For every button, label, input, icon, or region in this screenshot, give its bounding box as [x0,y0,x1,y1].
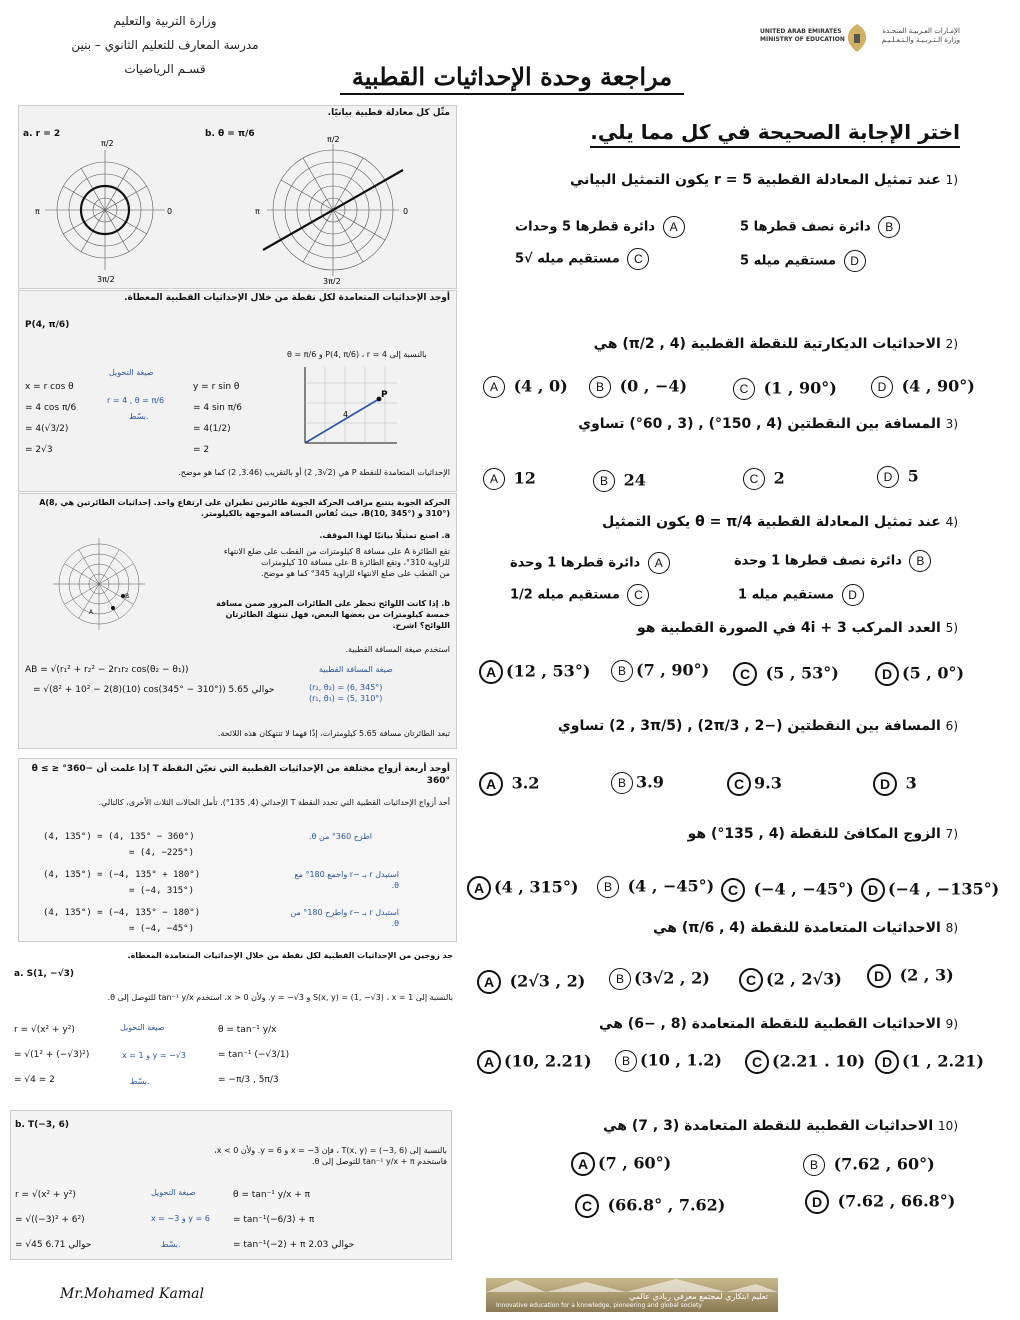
panel-rect-coordinates [18,290,457,492]
mountains-icon [486,1278,778,1292]
q9-option-a[interactable]: A (10, 2.21) [474,1050,592,1074]
panel-title: مثّل كل معادلة قطبية بيانيًا. [327,108,450,118]
pair-note-1: اطرح 360° من θ. [309,832,372,841]
q3-option-a[interactable]: A 12 [480,468,536,490]
theta-steps: θ = tan⁻¹ y/x = tan⁻¹ (−√3/1) = −π/3 , 5π/3 [218,1025,290,1085]
ministry-line: وزارة التربية والتعليم [113,14,217,28]
q2-option-c[interactable]: C (1 , 90°) [730,378,837,400]
svg-text:π: π [255,207,260,216]
graph-a-label: a. r = 2 [23,129,61,139]
problem-text: أوجد أربعة أزواج مختلفة من الإحداثيات القطبية التي تعيّن النقطة T إذا علمت أن −360° ≤ θ ≤ 360° [31,764,450,786]
question-3: (3 المسافة بين النقطتين (4 , 150°) , (3 , 60°) تساوي [578,416,958,432]
question-10: (10 الاحداثيات القطبية للنقطة المتعامدة (3 , 7) هي [603,1118,958,1134]
q3-option-b[interactable]: B 24 [590,470,646,492]
q6-option-b[interactable]: B 3.9 [608,772,664,794]
pair-note-2: استبدل r بـ −r واجمع 180° مع θ. [294,870,399,890]
x-steps: x = r cos θ = 4 cos π/6 = 4(√3/2) = 2√3 [25,382,77,455]
school-line: مدرسة المعارف للتعليم الثانوي – بنين [71,38,259,52]
q7-option-a[interactable]: A (4 , 315°) [464,876,578,900]
panel-polar-pairs [18,758,457,942]
svg-text:3π/2: 3π/2 [323,277,341,284]
question-7: (7 الزوج المكافئ للنقطة (4 , 135°) هو [687,826,958,842]
svg-text:4: 4 [343,410,349,419]
q8-option-b[interactable]: B (3√2 , 2) [606,968,710,990]
part-a-text: تقع الطائرة A على مسافة 8 كيلومترات من القطب على ضلع الانتهاء للزاوية 310°، وتقع الطائرة B على مسافة 10 كيلومترات من القطب على ضلع الانتهاء للزاوية 345° كما هو موضح. [223,547,450,578]
banner-english: Innovative education for a knowledge, pioneering and global society [496,1302,702,1309]
question-5: (5 العدد المركب 3 + 4i في الصورة القطبية هو [636,620,958,636]
q1-option-a[interactable]: A دائرة قطرها 5 وحدات [515,216,688,238]
svg-text:P: P [381,390,388,400]
footer-banner [486,1278,778,1312]
substitution-label: x = −3 و y = 6 [151,1214,210,1223]
svg-text:0: 0 [167,207,173,216]
instruction: اختر الإجابة الصحيحة في كل مما يلي. [590,120,960,148]
substitution-label: x = 1 و y = −√3 [122,1051,186,1060]
formula-label: صيغة التحويل [151,1188,196,1197]
q7-option-d[interactable]: D (−4 , −135°) [858,878,999,902]
q8-option-d[interactable]: D (2 , 3) [864,964,954,988]
svg-text:A: A [89,609,94,616]
q9-option-c[interactable]: C (2.21 . 10) [742,1050,865,1074]
q1-option-d[interactable]: D مستقيم ميله 5 [740,250,869,272]
banner-arabic: تعليم ابتكاري لمجتمع معرفي ريادي عالمي [629,1292,768,1301]
point-label: P(4, π/6) [25,320,70,330]
conclusion: تبعد الطائرتان مسافة 5.65 كيلومترات، إذًا فهما لا تنتهكان هذه اللائحة. [217,729,450,738]
note: بالنسبة إلى S(x, y) = (1, −√3) ، x = 1 و y = −√3. ولأن x > 0، استخدم tan⁻¹ y/x للتوصل إلى θ. [107,993,453,1002]
problem-text: جد زوجين من الإحداثيات القطبية لكل نقطة من خلال الإحداثيات المتعامدة المعطاة. [127,951,453,960]
svg-text:π: π [35,207,40,216]
ministry-logo [750,22,960,56]
q1-option-c[interactable]: C مستقيم ميله √5 [515,248,652,270]
q4-option-d[interactable]: D مستقيم ميله 1 [738,584,867,606]
panel-polar-graphs [18,105,457,289]
emblem-icon [844,22,870,54]
q4-option-c[interactable]: C مستقيم ميله 1/2 [510,584,652,606]
substitution-label: r = 4 , θ = π/6 [107,396,165,405]
pair-row-1: (4, 135°) = (4, 135° − 360°) = (4, −225°) [43,832,195,858]
panel-point-t [10,1110,452,1260]
svg-text:π/2: π/2 [101,139,114,148]
r-steps: r = √(x² + y²) = √((−3)² + 6²) = √45 حوالي 6.71 [15,1190,92,1250]
q8-option-c[interactable]: C (2 , 2√3) [736,968,842,992]
theta-steps: θ = tan⁻¹ y/x + π = tan⁻¹(−6/3) + π = tan⁻¹(−2) + π حوالي 2.03 [233,1190,355,1250]
y-steps: y = r sin θ = 4 sin π/6 = 4(1/2) = 2 [193,382,242,455]
q10-option-d[interactable]: D (7.62 , 66.8°) [802,1190,955,1214]
formula-label: صيغة التحويل [120,1023,165,1032]
q4-option-a[interactable]: A دائرة قطرها 1 وحدة [510,552,673,574]
question-8: (8 الاحداثيات المتعامدة للنقطة (4 , π/6) هي [653,920,958,936]
page-title: مراجعة وحدة الإحداثيات القطبية [340,62,684,95]
polar-note: بالنسبة إلى P(4, π/6) ، r = 4 و θ = π/6 [287,350,427,359]
q5-option-a[interactable]: A (12 , 53°) [476,660,590,684]
q5-option-d[interactable]: D (5 , 0°) [872,662,964,686]
q2-option-a[interactable]: A (4 , 0) [480,376,568,398]
polar-grid-a [35,134,175,284]
q5-option-c[interactable]: C (5 , 53°) [730,662,839,686]
svg-text:B: B [125,593,130,600]
q7-option-c[interactable]: C (−4 , −45°) [718,878,854,902]
polar-grid-b [233,134,443,284]
q7-option-b[interactable]: B (4 , −45°) [594,876,714,898]
r-steps: r = √(x² + y²) = √(1² + (−√3)²) = √4 = 2 [14,1025,90,1085]
author-name: Mr.Mohamed Kamal [60,1286,204,1302]
coordinate-pairs: (r₂, θ₂) = (6, 345°) (r₁, θ₁) = (5, 310°) [309,683,383,703]
pair-row-3: (4, 135°) = (−4, 135° − 180°) = (−4, −45°) [43,908,201,934]
part-b: b. إذا كانت اللوائح تحظر على الطائرات المرور ضمن مسافة خمسة كيلومترات من بعضها البعض، فهل تنتهك الطائرتان اللوائح؟ اشرح. [216,599,450,630]
note: بالنسبة إلى T(x, y) = (−3, 6) ، فإن x = −3 و y = 6. ولأن x < 0، فاستخدم tan⁻¹ y/x + π للتوصل إلى θ. [214,1146,447,1166]
point-plot [293,363,403,453]
problem-sub: أحد أزواج الإحداثيات القطبية التي تحدد النقطة T الإحداثي (4, 135°). تأمل الحالات الثلاث الأخرى، كالتالي. [98,798,450,807]
polar-grid-planes [37,530,167,640]
q4-option-b[interactable]: B دائرة نصف قطرها 1 وحدة [734,550,934,572]
q1-option-b[interactable]: B دائرة نصف قطرها 5 [740,216,903,238]
q3-option-d[interactable]: D 5 [874,466,919,488]
question-6: (6 المسافة بين النقطتين (−2 , 2π/3) , (2 , 3π/5) تساوي [557,718,958,734]
svg-text:3π/2: 3π/2 [97,275,115,284]
distance-formula: AB = √(r₁² + r₂² − 2r₁r₂ cos(θ₂ − θ₁)) [25,665,189,675]
problem-text: الحركة الجوية يتتبع مراقب الحركة الجوية طائرتين تطيران على ارتفاع واحد. إحداثيات الطائرتين هي A(8, 310°) و B(10, 345°)، حيث تُقاس المسافة الموجهة بالكيلومتر. [39,498,450,518]
simplify-label: بسّط. [161,1240,181,1249]
question-4: (4 عند تمثيل المعادلة القطبية θ = π/4 يكون التمثيل [602,514,958,530]
point-label: b. T(−3, 6) [15,1120,69,1130]
part-b-hint: استخدم صيغة المسافة القطبية. [345,645,450,654]
svg-text:π/2: π/2 [327,135,340,144]
q9-option-d[interactable]: D (1 , 2.21) [872,1050,984,1074]
q6-option-a[interactable]: A 3.2 [476,772,539,796]
point-label: a. S(1, −√3) [14,969,74,979]
q2-option-d[interactable]: D (4 , 90°) [868,376,975,398]
pair-note-3: استبدل r بـ −r واطرح 180° من θ. [290,908,399,928]
formula-label: صيغة التحويل [109,368,154,377]
q9-option-b[interactable]: B (10 , 1.2) [612,1050,722,1072]
question-2: (2 الاحداثيات الديكارتية للنقطة القطبية (4 , π/2) هي [593,336,958,352]
ministry-ar: الإمـارات العـربيـة المتحـدة وزارة الـتـربـيـة والـتـعـلـيـم [881,27,960,44]
panel-air-traffic [18,493,457,749]
svg-text:0: 0 [403,207,409,216]
question-1: (1 عند تمثيل المعادلة القطبية r = 5 يكون التمثيل البياني [570,172,958,188]
q6-option-c[interactable]: C 9.3 [724,772,782,796]
question-9: (9 الاحداثيات القطبية للنقطة المتعامدة (8 , −6) هي [599,1016,958,1032]
q8-option-a[interactable]: A (2√3 , 2) [474,970,585,994]
q3-option-c[interactable]: C 2 [740,468,785,490]
q2-option-b[interactable]: B (0 , −4) [586,376,687,398]
q5-option-b[interactable]: B (7 , 90°) [608,660,709,682]
q10-option-a[interactable]: A (7 , 60°) [568,1152,671,1176]
panel-title: أوجد الإحداثيات المتعامدة لكل نقطة من خلال الإحداثيات القطبية المعطاة. [124,293,450,303]
q10-option-c[interactable]: C (66.8° , 7.62) [572,1194,725,1218]
distance-label: صيغة المسافة القطبية [319,665,393,674]
pair-row-2: (4, 135°) = (−4, 135° + 180°) = (−4, 315°) [43,870,201,896]
distance-calc: = √(8² + 10² − 2(8)(10) cos(345° − 310°)) حوالي 5.65 [33,685,275,695]
simplify-label: بسّط. [129,412,149,421]
department-line: قسـم الرياضيات [124,62,206,76]
graph-b-label: b. θ = π/6 [205,129,255,139]
q10-option-b[interactable]: B (7.62 , 60°) [800,1154,935,1176]
part-a: a. اصنع تمثيلًا بيانيًا لهذا الموقف. [319,531,450,540]
q6-option-d[interactable]: D 3 [870,772,917,796]
school-header [50,14,280,76]
answer-text: الإحداثيات المتعامدة للنقطة P هي (2√3, 2) أو بالتقريب (3.46, 2) كما هو موضح. [178,468,450,477]
simplify-label: بسّط. [130,1077,150,1086]
panel-point-s [10,948,455,1100]
ministry-en: UNITED ARAB EMIRATES MINISTRY OF EDUCATION [760,28,845,43]
